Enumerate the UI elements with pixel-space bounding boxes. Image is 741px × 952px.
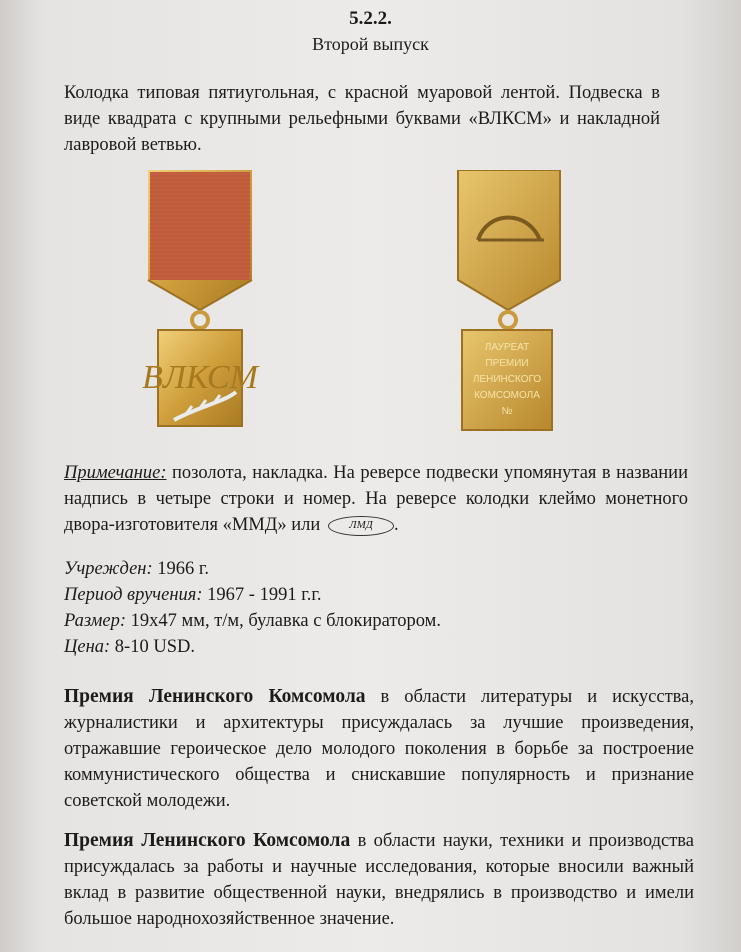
section-number: 5.2.2.: [349, 8, 392, 29]
fact-size: Размер: 19х47 мм, т/м, булавка с блокиратором.: [64, 611, 441, 631]
fact-established: Учрежден: 1966 г.: [64, 559, 210, 579]
reverse-inscription-line: ЛАУРЕАТ: [484, 342, 530, 353]
fact-price: Цена: 8-10 USD.: [64, 637, 195, 657]
reverse-inscription-line: КОМСОМОЛА: [474, 390, 540, 401]
note-paragraph: [64, 460, 688, 538]
note-label: Примечание:: [64, 463, 167, 483]
fact-period: Период вручения: 1967 - 1991 г.г.: [64, 585, 322, 605]
intro-paragraph: Колодка типовая пятиугольная, с красной муаровой лентой. Подвеска в виде квадрата с крупными рельефными буквами «ВЛКСМ» и накладной лавровой ветвью.: [64, 83, 660, 155]
reverse-inscription-line: ЛЕНИНСКОГО: [472, 374, 542, 385]
reverse-inscription-line: №: [501, 406, 513, 417]
facts-list: [64, 556, 624, 660]
prize-literature-paragraph: Премия Ленинского Комсомола в области литературы и искусства, журналистики и архитектуры присуждалась за лучшие произведения, отражавшие героическое дело молодого поколения в борьбе за построение коммунистического общества и снискавшие популярность и признание советской молодежи.: [64, 686, 694, 811]
prize-science-paragraph: Премия Ленинского Комсомола в области науки, техники и производства присуждалась за работы и научные исследования, которые вносили важный вклад в развитие общественной науки, внедрялись в производство и имели большое народнохозяйственное значение.: [64, 830, 695, 929]
section-title: Второй выпуск: [312, 34, 429, 54]
note-text: позолота, накладка. На реверсе подвески упомянутая в названии надпись в четыре строки и номер. На реверсе колодки клеймо монетного двора-изготовителя «ММД» или: [64, 463, 688, 535]
note-end: .: [393, 515, 399, 535]
svg-text:ВЛКСМ: ВЛКСМ: [142, 359, 258, 396]
mint-stamp: ЛМД: [328, 516, 394, 536]
badge-reverse-icon: [448, 170, 608, 446]
badge-obverse-icon: [140, 170, 300, 446]
reverse-inscription-line: ПРЕМИИ: [485, 358, 529, 369]
